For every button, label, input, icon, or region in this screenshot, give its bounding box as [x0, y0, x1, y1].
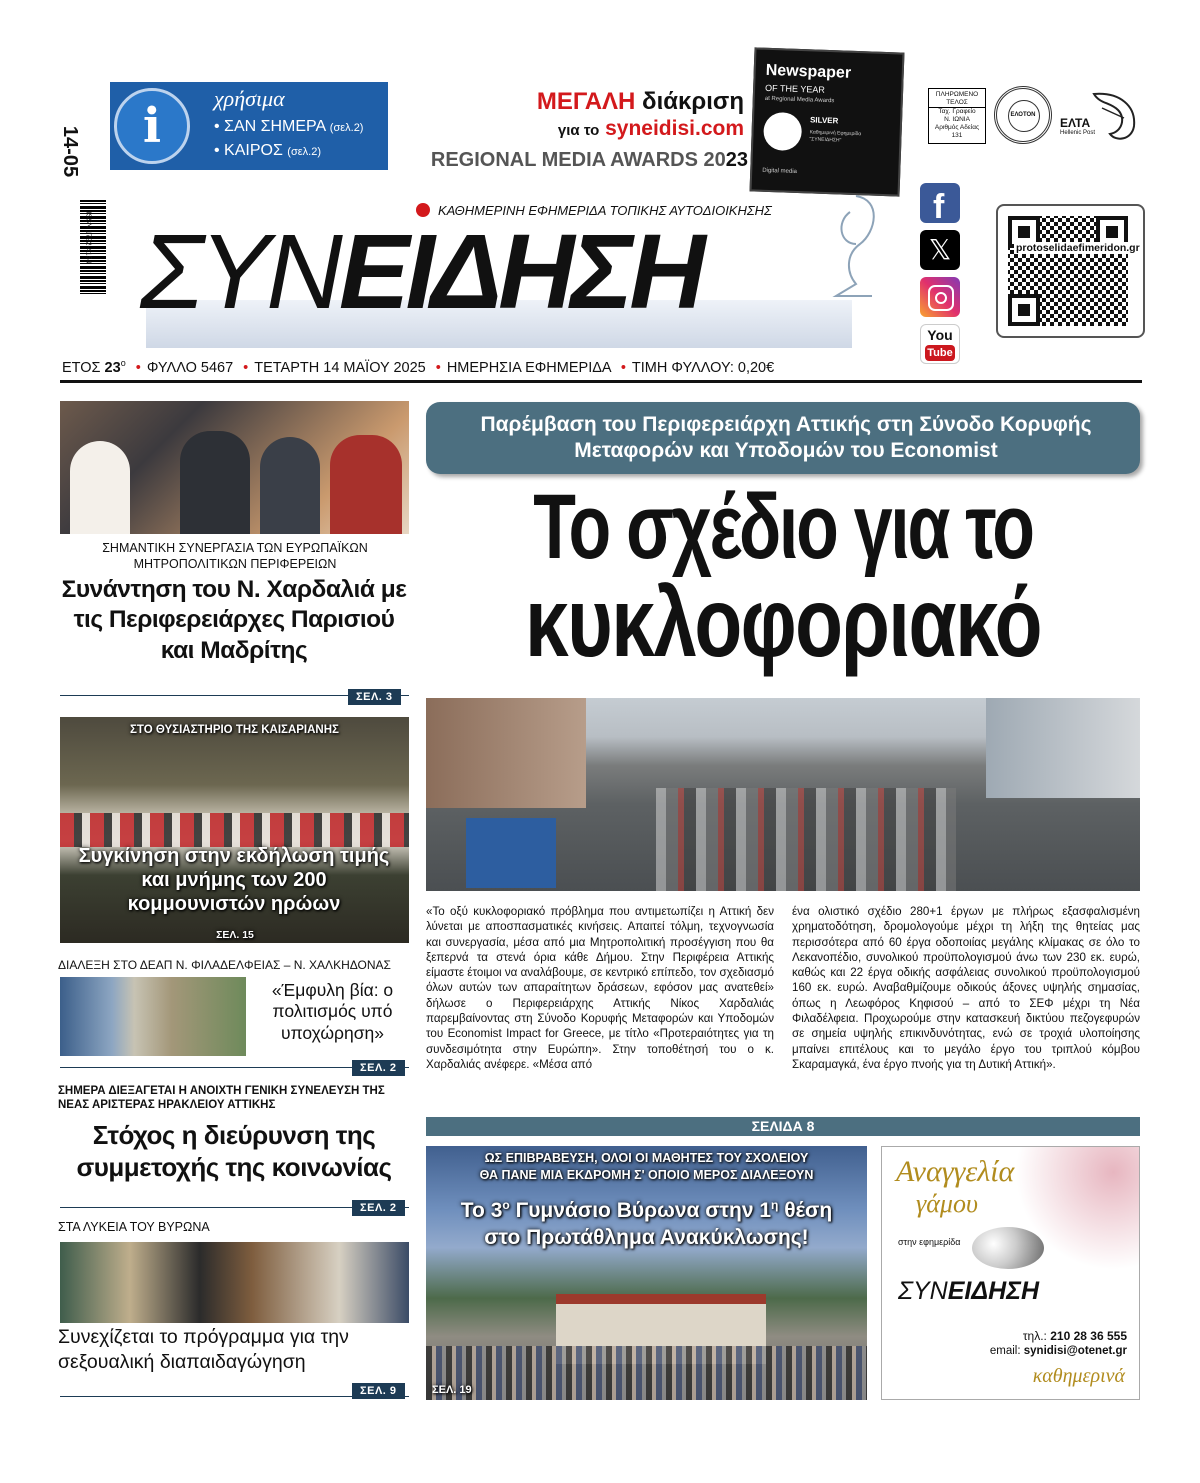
barcode: [80, 200, 118, 296]
info-box-title: χρήσιμα: [214, 86, 285, 111]
postage-box: ΠΛΗΡΩΜΕΝΟ ΤΕΛΟΣ Ταχ. Γραφείο Ν. ΙΩΝΙΑ Αριθμός Αδείας 131: [928, 88, 986, 144]
award-big-word: ΜΕΓΑΛΗ: [536, 88, 636, 115]
award-site: syneidisi.com: [605, 117, 744, 140]
main-body-col2: ένα ολιστικό σχέδιο 280+1 έργων με πλήρως εξασφαλισμένη χρηματοδότηση, δρομολογούμε μέχρι τη λήξη της θητείας μας περισσότερα από 60 έργα οδοποιίας μεγάλης κλίμακας σε όλο το Λεκανοπέδιο, συνολικού προϋπολογισμού άνω των 230 εκ. ευρώ, καθώς και 22 έργα οδικής ασφάλειας συνολικού προϋπολογισμού 160 εκ. ευρώ. Αναβαθμίζουμε οδικούς άξονες υψηλής σημασίας, όπως η Λεωφόρος Κηφισού – από το ΣΕΦ μέχρι τη Νέα Φιλαδέλφεια. Προχωρούμε στην κατασκευή δικτύου πεζογεφυρών σε σημεία υψηλής επικινδυνότητας, ενώ σε τροχιά υλοποίησης μπαίνει επιτέλους και το μεγάλο έργο του τριπλού κόμβου Σκαραμαγκά, ένα έργο πνοής για τη Δυτική Αττική».: [792, 905, 1140, 1071]
school-kicker-1: ΩΣ ΕΠΙΒΡΑΒΕΥΣΗ, ΟΛΟΙ ΟΙ ΜΑΘΗΤΕΣ ΤΟΥ ΣΧΟΛΕΙΟΥ: [484, 1151, 809, 1165]
award-line3: REGIONAL MEDIA AWARDS 2023: [430, 149, 748, 171]
story4-headline[interactable]: Στόχος η διεύρυνση της συμμετοχής της κοινωνίας: [76, 1120, 392, 1182]
masthead-tagline: ΚΑΘΗΜΕΡΙΝΗ ΕΦΗΜΕΡΙΔΑ ΤΟΠΙΚΗΣ ΑΥΤΟΔΙΟΙΚΗΣΗΣ: [416, 203, 836, 218]
edition-code: 14-05: [59, 125, 82, 178]
main-headline-line2[interactable]: κυκλοφοριακό: [525, 567, 1041, 677]
story3-kicker: ΔΙΑΛΕΞΗ ΣΤΟ ΔΕΑΠ Ν. ΦΙΛΑΔΕΛΦΕΙΑΣ – Ν. ΧΑΛΚΗΔΟΝΑΣ: [58, 958, 391, 972]
masthead-logo: ΣΥΝΕΙΔΗΣΗ: [140, 213, 702, 331]
elta-logo: ΕΛΤΑ Hellenic Post: [1060, 88, 1140, 144]
facebook-icon[interactable]: f: [920, 183, 960, 223]
school-photo[interactable]: [426, 1146, 867, 1400]
story5-page-ref[interactable]: ΣΕΛ. 9: [352, 1383, 405, 1399]
issue-number: ΦΥΛΛΟ 5467: [146, 359, 234, 376]
story3-photo[interactable]: [60, 977, 246, 1056]
school-page-ref[interactable]: ΣΕΛ. 19: [432, 1384, 472, 1396]
ad-email[interactable]: synidisi@otenet.gr: [1023, 1345, 1127, 1357]
school-kicker-2: ΘΑ ΠΑΝΕ ΜΙΑ ΕΚΔΡΟΜΗ Σ' ΟΠΟΙΟ ΜΕΡΟΣ ΔΙΑΛΕΞΟΥΝ: [479, 1168, 814, 1182]
ad-logo: ΣΥΝΕΙΔΗΣΗ: [898, 1277, 1040, 1305]
story1-kicker: ΣΗΜΑΝΤΙΚΗ ΣΥΝΕΡΓΑΣΙΑ ΤΩΝ ΕΥΡΩΠΑΪΚΩΝ ΜΗΤΡΟΠΟΛΙΤΙΚΩΝ ΠΕΡΙΦΕΡΕΙΩΝ: [102, 541, 368, 571]
school-headline-1[interactable]: Το $3^o$ Γυμνάσιο Βύρωνα στην $1^\eta$ θέση: [460, 1198, 833, 1222]
main-page-ref-bar[interactable]: ΣΕΛΙΔΑ 8: [426, 1117, 1140, 1136]
main-headline-line1[interactable]: Το σχέδιο για το: [533, 476, 1033, 578]
story1-page-ref[interactable]: ΣΕΛ. 3: [348, 689, 401, 705]
story2-kicker: ΣΤΟ ΘΥΣΙΑΣΤΗΡΙΟ ΤΗΣ ΚΑΙΣΑΡΙΑΝΗΣ: [130, 724, 339, 736]
issn-label: ISSN 1792-4154: [84, 211, 92, 264]
story3-page-ref[interactable]: ΣΕΛ. 2: [352, 1060, 405, 1076]
award-text: ΜΕΓΑΛΗ διάκριση για το syneidisi.com REGIONAL MEDIA AWARDS 2023: [414, 88, 744, 184]
story5-kicker: ΣΤΑ ΛΥΚΕΙΑ ΤΟΥ ΒΥΡΩΝΑ: [58, 1220, 210, 1234]
qr-pattern: [998, 206, 1143, 336]
qr-label: protoselidaefimeridon.gr: [1016, 242, 1140, 254]
youtube-icon[interactable]: You Tube: [920, 324, 960, 364]
story4-page-ref[interactable]: ΣΕΛ. 2: [352, 1200, 405, 1216]
award-trophy: Newspaper OF THE YEAR at Regional Media Awards SILVER Καθημερινή Εφημερίδα "ΣΥΝΕΙΔΗΣΗ" Digital media: [750, 47, 905, 196]
story1-photo[interactable]: [60, 401, 409, 534]
header-divider: [60, 380, 1142, 383]
info-item-today[interactable]: • ΣΑΝ ΣΗΜΕΡΑ (σελ.2): [214, 118, 364, 135]
info-item-weather[interactable]: • ΚΑΙΡΟΣ (σελ.2): [214, 142, 321, 159]
traffic-photo[interactable]: [426, 698, 1140, 891]
ad-phone[interactable]: 210 28 36 555: [1050, 1329, 1127, 1343]
main-banner: Παρέμβαση του Περιφερειάρχη Αττικής στη Σύνοδο Κορυφής Μεταφορών και Υποδομών του Economist: [426, 402, 1140, 474]
story5-photo[interactable]: [60, 1242, 409, 1323]
story5-headline[interactable]: Συνεχίζεται το πρόγραμμα για την σεξουαλική διαπαιδαγώγηση: [58, 1326, 349, 1373]
info-box[interactable]: [110, 82, 388, 170]
issue-date: ΤΕΤΑΡΤΗ 14 ΜΑΪΟΥ 2025: [254, 359, 426, 376]
instagram-icon[interactable]: [920, 277, 960, 317]
trophy-outline-icon: [816, 192, 886, 302]
seal-icon: ΕΛΟΤΟΝ: [994, 86, 1052, 144]
issue-info-line: ΕΤΟΣ $23^o$ • ΦΥΛΛΟ 5467 • ΤΕΤΑΡΤΗ 14 ΜΑΪΟΥ 2025 • ΗΜΕΡΗΣΙΑ ΕΦΗΜΕΡΙΔΑ • ΤΙΜΗ ΦΥΛΛΟΥ: 0,20€: [62, 358, 775, 376]
issue-price: ΤΙΜΗ ΦΥΛΛΟΥ: 0,20€: [631, 359, 775, 376]
story2-page-ref[interactable]: ΣΕΛ. 15: [216, 929, 254, 941]
wedding-ad[interactable]: Αναγγελία γάμου στην εφημερίδα ΣΥΝΕΙΔΗΣΗ τηλ.: 210 28 36 555 email: synidisi@otenet.gr καθημερινά: [881, 1146, 1140, 1400]
x-icon[interactable]: 𝕏: [920, 230, 960, 270]
story2-headline[interactable]: Συγκίνηση στην εκδήλωση τιμής και μνήμης των 200 κομμουνιστών ηρώων: [78, 845, 390, 915]
newspaper-roll-icon: [972, 1227, 1044, 1269]
main-body-col1: «Το οξύ κυκλοφοριακό πρόβλημα που αντιμετωπίζει η Αττική δεν λύνεται με αποσπασματικές κινήσεις. Απαιτεί τόλμη, τεχνογνωσία και συνεργασία, μέσα από μια Μητροπολιτική προσέγγιση που θα ξεπερνά τα στενά όρια κάθε Δήμου. Στην Περιφέρεια Αττικής είμαστε έτοιμοι να αναλάβουμε, σε κεντρικό επίπεδο, τον σχεδιασμό όλων αυτών των απαραίτητων δράσεων, εφόσον μας ανατεθεί» δήλωσε ο Περιφερειάρχης Αττικής Νίκος Χαρδαλιάς παρεμβαίνοντας στη Σύνοδο Κορυφής Μεταφορών και Υποδομών του Economist Impact for Greece, με τίτλο «Προτεραιότητες για τη συνδεσιμότητα στην Ευρώπη». Στην τοποθέτησή του ο κ. Χαρδαλιάς ανέφερε. «Μέσα από: [426, 905, 774, 1071]
qr-code[interactable]: [996, 204, 1145, 338]
story3-headline[interactable]: «Έμφυλη βία: ο πολιτισμός υπό υποχώρηση»: [271, 980, 394, 1043]
trophy-graphic: [763, 112, 802, 151]
info-icon: i: [114, 88, 190, 164]
school-headline-2[interactable]: στο Πρωτάθλημα Ανακύκλωσης!: [484, 1226, 809, 1249]
story1-headline[interactable]: Συνάντηση του Ν. Χαρδαλιά με τις Περιφερειάρχες Παρισιού και Μαδρίτης: [61, 576, 407, 664]
story4-kicker: ΣΗΜΕΡΑ ΔΙΕΞΑΓΕΤΑΙ Η ΑΝΟΙΧΤΗ ΓΕΝΙΚΗ ΣΥΝΕΛΕΥΣΗ ΤΗΣ ΝΕΑΣ ΑΡΙΣΤΕΡΑΣ ΗΡΑΚΛΕΙΟΥ ΑΤΤΙΚΗΣ: [58, 1085, 385, 1111]
